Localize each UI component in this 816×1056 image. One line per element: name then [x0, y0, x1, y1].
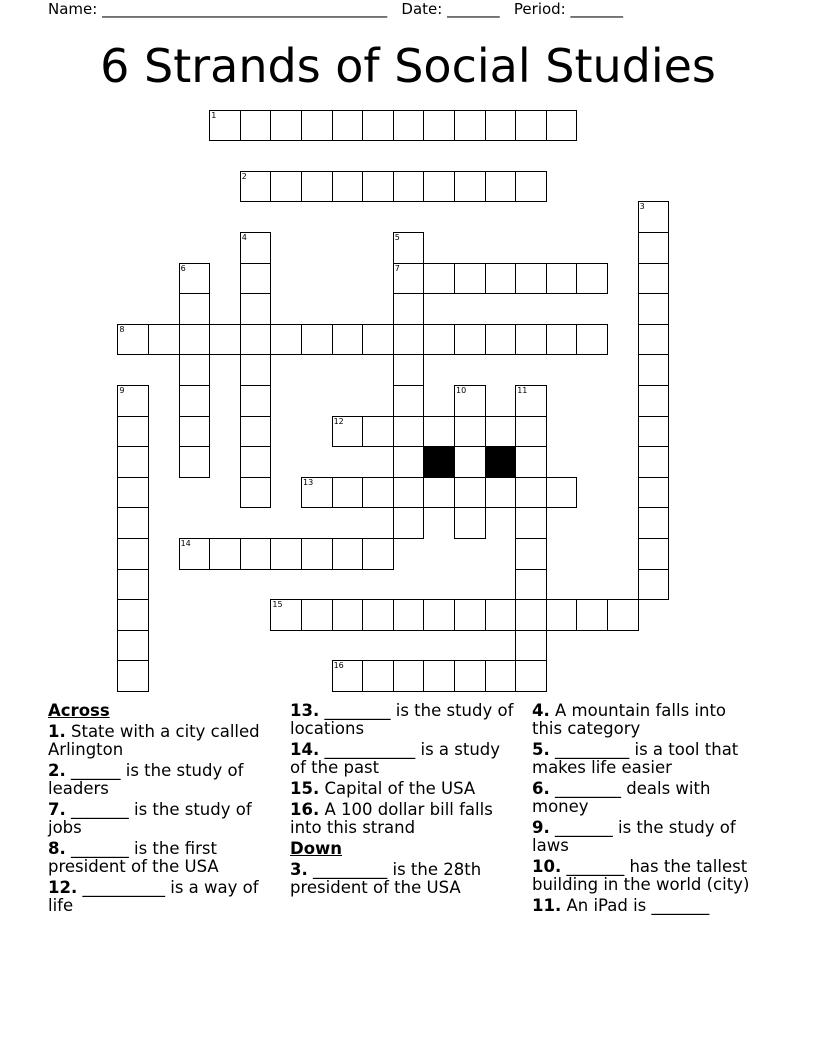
grid-cell[interactable] [515, 660, 547, 692]
grid-cell[interactable] [638, 324, 670, 356]
clue-text: An iPad is _______ [566, 896, 710, 915]
grid-cell[interactable] [638, 385, 670, 417]
grid-cell[interactable] [148, 324, 180, 356]
grid-cell[interactable] [576, 599, 608, 631]
grid-cell[interactable] [423, 599, 455, 631]
clue-text: ________ deals with money [532, 779, 711, 816]
clue-number-label: 3 [639, 202, 645, 212]
grid-cell[interactable] [209, 110, 241, 142]
clue-text: _________ is the 28th president of the USA [290, 860, 482, 897]
grid-cell[interactable] [209, 538, 241, 570]
grid-cell[interactable] [240, 416, 272, 448]
grid-cell[interactable] [638, 263, 670, 295]
clue-text: ______ is the study of leaders [48, 761, 244, 798]
grid-cell[interactable] [362, 660, 394, 692]
grid-cell[interactable] [332, 171, 364, 203]
grid-cell[interactable] [179, 324, 211, 356]
grid-block [485, 446, 517, 478]
grid-cell[interactable] [270, 110, 302, 142]
grid-cell[interactable] [393, 171, 425, 203]
grid-cell[interactable] [423, 263, 455, 295]
clue-item [532, 702, 757, 738]
grid-cell[interactable] [454, 477, 486, 509]
grid-cell[interactable] [423, 416, 455, 448]
clue-number: 1. [48, 722, 66, 741]
clue-item [532, 780, 757, 816]
grid-cell[interactable] [240, 232, 272, 264]
grid-cell[interactable] [393, 446, 425, 478]
grid-cell[interactable] [515, 507, 547, 539]
grid-cell[interactable] [423, 477, 455, 509]
grid-cell[interactable] [240, 354, 272, 386]
clue-item [532, 858, 757, 894]
grid-cell[interactable] [638, 232, 670, 264]
clue-text: _______ has the tallest building in the world (city) [532, 857, 750, 894]
grid-cell[interactable] [301, 599, 333, 631]
grid-cell[interactable] [179, 293, 211, 325]
grid-cell[interactable] [454, 660, 486, 692]
page-title: 6 Strands of Social Studies [100, 39, 716, 93]
grid-cell[interactable] [117, 385, 149, 417]
clue-number-label: 2 [241, 171, 247, 181]
clue-number: 15. [290, 779, 320, 798]
clue-number-label: 4 [241, 233, 247, 242]
clue-number: 14. [290, 740, 320, 759]
grid-cell[interactable] [240, 538, 272, 570]
grid-cell[interactable] [362, 110, 394, 142]
grid-cell[interactable] [393, 477, 425, 509]
grid-cell[interactable] [240, 171, 272, 203]
clue-number-label: 10 [456, 386, 467, 395]
grid-cell[interactable] [515, 416, 547, 448]
clue-number-label: 8 [119, 324, 125, 334]
grid-cell[interactable] [117, 324, 149, 356]
date-blank[interactable]: _______ [447, 0, 500, 18]
clues-column-3 [532, 702, 757, 918]
clue-number: 9. [532, 818, 550, 837]
clue-number-label: 16 [333, 661, 344, 671]
clue-number: 3. [290, 860, 308, 879]
clue-number: 13. [290, 701, 320, 720]
grid-cell[interactable] [301, 110, 333, 142]
grid-cell[interactable] [638, 477, 670, 509]
grid-cell[interactable] [393, 324, 425, 356]
grid-cell[interactable] [638, 507, 670, 539]
grid-cell[interactable] [454, 599, 486, 631]
grid-cell[interactable] [179, 416, 211, 448]
grid-cell[interactable] [423, 660, 455, 692]
clue-number: 12. [48, 878, 78, 897]
clue-item [48, 879, 273, 915]
grid-cell[interactable] [117, 477, 149, 509]
grid-cell[interactable] [179, 385, 211, 417]
grid-cell[interactable] [546, 263, 578, 295]
grid-cell[interactable] [485, 660, 517, 692]
grid-cell[interactable] [332, 416, 364, 448]
clue-text: ___________ is a study of the past [290, 740, 501, 777]
clue-item [532, 819, 757, 855]
clue-item [48, 801, 273, 837]
grid-cell[interactable] [607, 599, 639, 631]
clue-number-label: 13 [303, 477, 314, 487]
grid-cell[interactable] [301, 538, 333, 570]
clue-number-label: 11 [517, 386, 528, 395]
grid-cell[interactable] [515, 385, 547, 417]
clue-number-label: 12 [333, 416, 344, 426]
grid-cell[interactable] [638, 201, 670, 233]
clue-number: 7. [48, 800, 66, 819]
grid-cell[interactable] [515, 446, 547, 478]
grid-cell[interactable] [546, 324, 578, 356]
grid-cell[interactable] [240, 293, 272, 325]
clue-number: 10. [532, 857, 562, 876]
grid-cell[interactable] [240, 477, 272, 509]
grid-cell[interactable] [576, 324, 608, 356]
grid-cell[interactable] [454, 263, 486, 295]
grid-cell[interactable] [485, 110, 517, 142]
clue-number-label: 1 [211, 110, 217, 120]
grid-cell[interactable] [332, 110, 364, 142]
clue-number: 2. [48, 761, 66, 780]
grid-cell[interactable] [423, 110, 455, 142]
grid-cell[interactable] [117, 507, 149, 539]
clue-item [290, 780, 515, 798]
grid-cell[interactable] [393, 660, 425, 692]
grid-cell[interactable] [332, 324, 364, 356]
grid-cell[interactable] [240, 324, 272, 356]
grid-cell[interactable] [393, 110, 425, 142]
grid-cell[interactable] [117, 416, 149, 448]
grid-cell[interactable] [546, 110, 578, 142]
grid-cell[interactable] [240, 263, 272, 295]
across-clue-list-continued [290, 702, 515, 837]
grid-cell[interactable] [393, 507, 425, 539]
clue-number: 6. [532, 779, 550, 798]
grid-cell[interactable] [515, 263, 547, 295]
grid-cell[interactable] [454, 110, 486, 142]
clue-number: 4. [532, 701, 550, 720]
grid-cell[interactable] [515, 630, 547, 662]
grid-cell[interactable] [362, 416, 394, 448]
clue-text: State with a city called Arlington [48, 722, 260, 759]
grid-cell[interactable] [179, 446, 211, 478]
grid-cell[interactable] [576, 263, 608, 295]
clue-text: ________ is the study of locations [290, 701, 514, 738]
grid-cell[interactable] [179, 263, 211, 295]
grid-cell[interactable] [179, 538, 211, 570]
clue-text: A 100 dollar bill falls into this strand [290, 800, 493, 837]
grid-cell[interactable] [515, 477, 547, 509]
grid-cell[interactable] [117, 630, 149, 662]
grid-cell[interactable] [454, 385, 486, 417]
clue-text: A mountain falls into this category [532, 701, 727, 738]
clue-number-label: 15 [272, 600, 283, 610]
date-label: Date: [401, 0, 443, 18]
grid-cell[interactable] [638, 538, 670, 570]
grid-cell[interactable] [179, 354, 211, 386]
clue-number-label: 6 [180, 263, 186, 273]
grid-cell[interactable] [301, 477, 333, 509]
clues-column-2 [290, 702, 515, 900]
clue-item [290, 801, 515, 837]
grid-cell[interactable] [485, 477, 517, 509]
grid-cell[interactable] [240, 446, 272, 478]
clue-item [48, 723, 273, 759]
grid-cell[interactable] [332, 660, 364, 692]
clue-text: Capital of the USA [324, 779, 476, 798]
clue-text: _________ is a tool that makes life easier [532, 740, 739, 777]
grid-cell[interactable] [209, 324, 241, 356]
clue-number: 5. [532, 740, 550, 759]
clue-item [48, 762, 273, 798]
grid-cell[interactable] [301, 324, 333, 356]
grid-cell[interactable] [485, 263, 517, 295]
clue-number: 16. [290, 800, 320, 819]
clue-number: 8. [48, 839, 66, 858]
grid-cell[interactable] [393, 385, 425, 417]
grid-cell[interactable] [301, 171, 333, 203]
grid-cell[interactable] [454, 507, 486, 539]
grid-cell[interactable] [485, 599, 517, 631]
grid-cell[interactable] [638, 293, 670, 325]
grid-cell[interactable] [638, 416, 670, 448]
grid-cell[interactable] [362, 599, 394, 631]
clue-number-label: 14 [180, 539, 191, 548]
clue-number-label: 5 [394, 233, 400, 242]
clue-text: _______ is the study of laws [532, 818, 736, 855]
down-clue-list-continued [532, 702, 757, 915]
grid-cell[interactable] [393, 354, 425, 386]
grid-cell[interactable] [270, 599, 302, 631]
grid-cell[interactable] [117, 446, 149, 478]
grid-cell[interactable] [332, 538, 364, 570]
clue-number: 11. [532, 896, 562, 915]
grid-cell[interactable] [362, 538, 394, 570]
grid-cell[interactable] [240, 385, 272, 417]
grid-cell[interactable] [393, 232, 425, 264]
clues-column-1 [48, 702, 273, 918]
grid-cell[interactable] [393, 416, 425, 448]
clue-item [532, 897, 757, 915]
clue-item [290, 702, 515, 738]
grid-cell[interactable] [454, 171, 486, 203]
grid-cell[interactable] [546, 599, 578, 631]
grid-block [423, 446, 455, 478]
grid-cell[interactable] [117, 569, 149, 601]
grid-cell[interactable] [454, 324, 486, 356]
clue-item [48, 840, 273, 876]
grid-cell[interactable] [515, 324, 547, 356]
grid-cell[interactable] [485, 324, 517, 356]
grid-cell[interactable] [393, 263, 425, 295]
grid-cell[interactable] [117, 660, 149, 692]
grid-cell[interactable] [485, 171, 517, 203]
grid-cell[interactable] [515, 538, 547, 570]
grid-cell[interactable] [270, 324, 302, 356]
grid-cell[interactable] [515, 110, 547, 142]
clue-number-label: 9 [119, 386, 125, 395]
grid-cell[interactable] [454, 446, 486, 478]
grid-cell[interactable] [515, 599, 547, 631]
clue-item [290, 861, 515, 897]
grid-cell[interactable] [362, 171, 394, 203]
clue-text: _______ is the first president of the USA [48, 839, 219, 876]
clue-item [532, 741, 757, 777]
grid-cell[interactable] [638, 354, 670, 386]
down-heading: Down [290, 839, 343, 858]
grid-cell[interactable] [423, 171, 455, 203]
grid-cell[interactable] [638, 446, 670, 478]
name-label: Name: [48, 0, 98, 18]
grid-cell[interactable] [362, 477, 394, 509]
across-heading: Across [48, 701, 110, 720]
grid-cell[interactable] [362, 324, 394, 356]
grid-cell[interactable] [270, 538, 302, 570]
period-blank[interactable]: _______ [570, 0, 624, 18]
name-blank[interactable]: ______________________________________ [102, 0, 388, 18]
clue-item [290, 741, 515, 777]
grid-cell[interactable] [454, 416, 486, 448]
period-label: Period: [513, 0, 566, 18]
grid-cell[interactable] [423, 324, 455, 356]
grid-cell[interactable] [515, 569, 547, 601]
grid-cell[interactable] [117, 599, 149, 631]
clue-text: _______ is the study of jobs [48, 800, 252, 837]
grid-cell[interactable] [393, 293, 425, 325]
clue-text: __________ is a way of life [48, 878, 259, 915]
grid-cell[interactable] [332, 599, 364, 631]
grid-cell[interactable] [638, 569, 670, 601]
grid-cell[interactable] [546, 477, 578, 509]
grid-cell[interactable] [393, 599, 425, 631]
grid-cell[interactable] [485, 416, 517, 448]
grid-cell[interactable] [270, 171, 302, 203]
down-clue-list [290, 861, 515, 897]
grid-cell[interactable] [332, 477, 364, 509]
grid-cell[interactable] [240, 110, 272, 142]
across-clue-list [48, 723, 273, 915]
clue-number-label: 7 [394, 263, 400, 273]
grid-cell[interactable] [117, 538, 149, 570]
grid-cell[interactable] [515, 171, 547, 203]
